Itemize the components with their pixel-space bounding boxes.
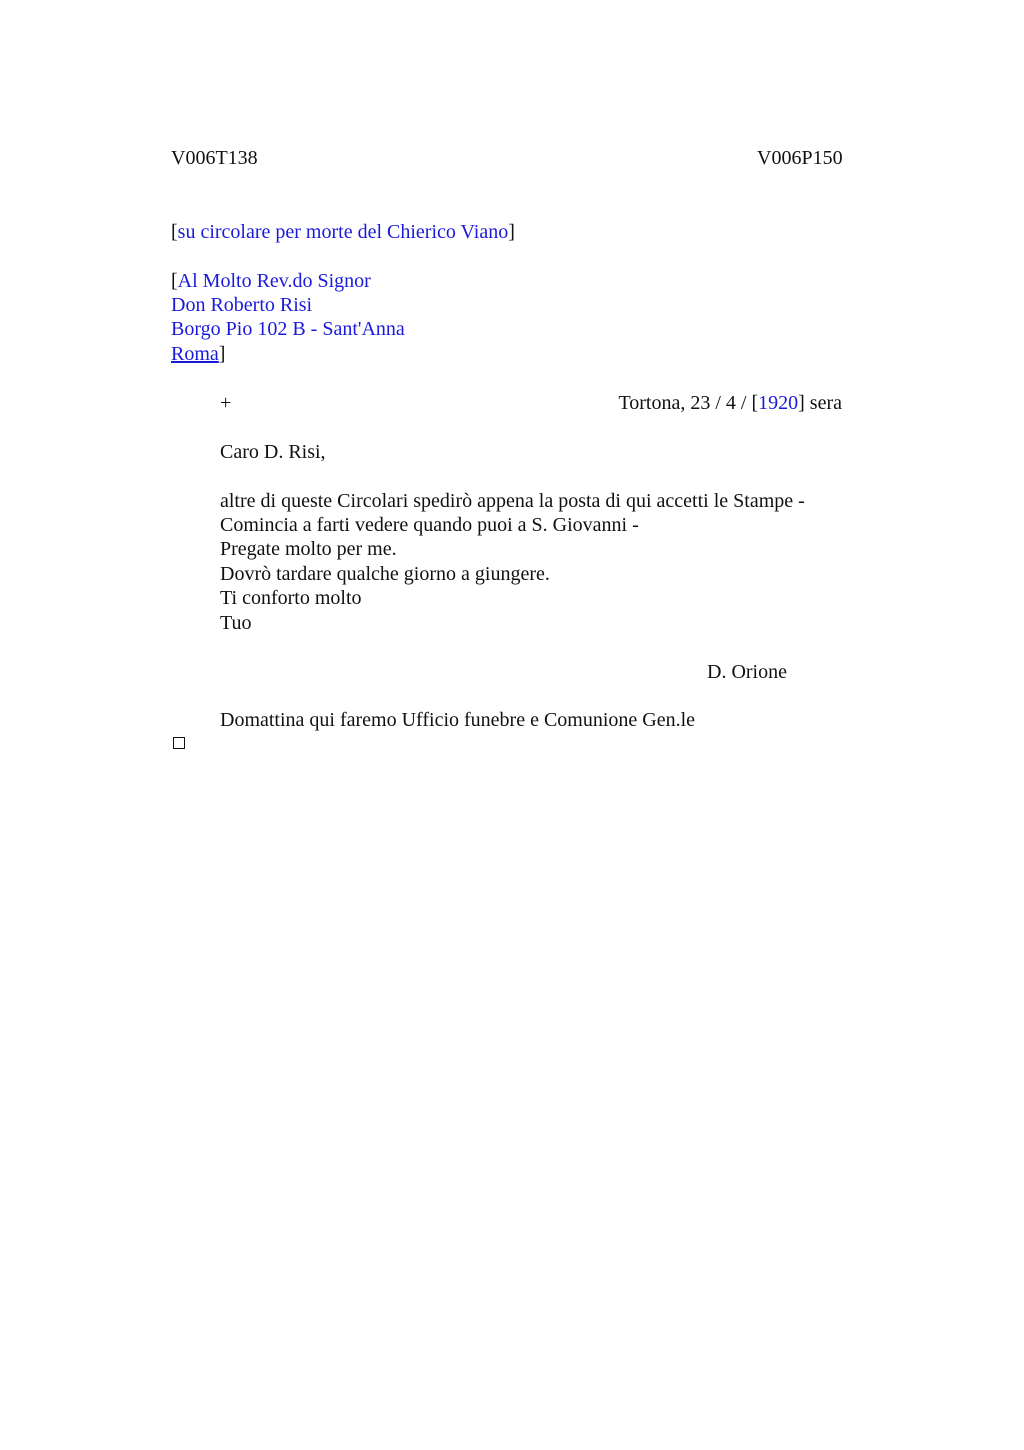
address-recipient-title: Al Molto Rev.do Signor [177,270,371,292]
address-line-1 [171,269,371,293]
letter-line: Dovrò tardare qualche giorno a giungere. [220,563,550,585]
dateline-after-year: ] sera [798,392,842,414]
subject-text: su circolare per morte del Chierico Viano [177,221,509,243]
subject-open-bracket: [ [171,221,178,243]
document-code-left: V006T138 [171,147,258,169]
letter-line: altre di queste Circolari spedirò appena la posta di qui accetti le Stampe - [220,490,805,512]
letter-line: Ti conforto molto [220,587,362,609]
document-code-right: V006P150 [757,147,843,169]
postscript: Domattina qui faremo Ufficio funebre e Comunione Gen.le [220,709,696,731]
address-close-bracket: ] [218,343,226,365]
checkbox-icon[interactable] [173,737,185,749]
letter-line: Comincia a farti vedere quando puoi a S. Giovanni - [220,514,639,536]
address-city-line [171,342,225,366]
cross-symbol: + [220,392,232,414]
signature: D. Orione [707,661,787,683]
letter-line: Pregate molto per me. [220,538,397,560]
subject-line [171,220,515,244]
dateline [618,391,842,415]
address-open-bracket: [ [171,270,178,292]
address-street: Borgo Pio 102 B - Sant'Anna [171,318,405,340]
dateline-place-date: Tortona, 23 / 4 / [ [618,392,759,414]
salutation: Caro D. Risi, [220,441,326,463]
dateline-year: 1920 [758,392,799,414]
subject-close-bracket: ] [508,221,515,243]
letter-line: Tuo [220,612,252,634]
address-city-link[interactable]: Roma [171,343,219,365]
address-recipient-name: Don Roberto Risi [171,294,313,316]
